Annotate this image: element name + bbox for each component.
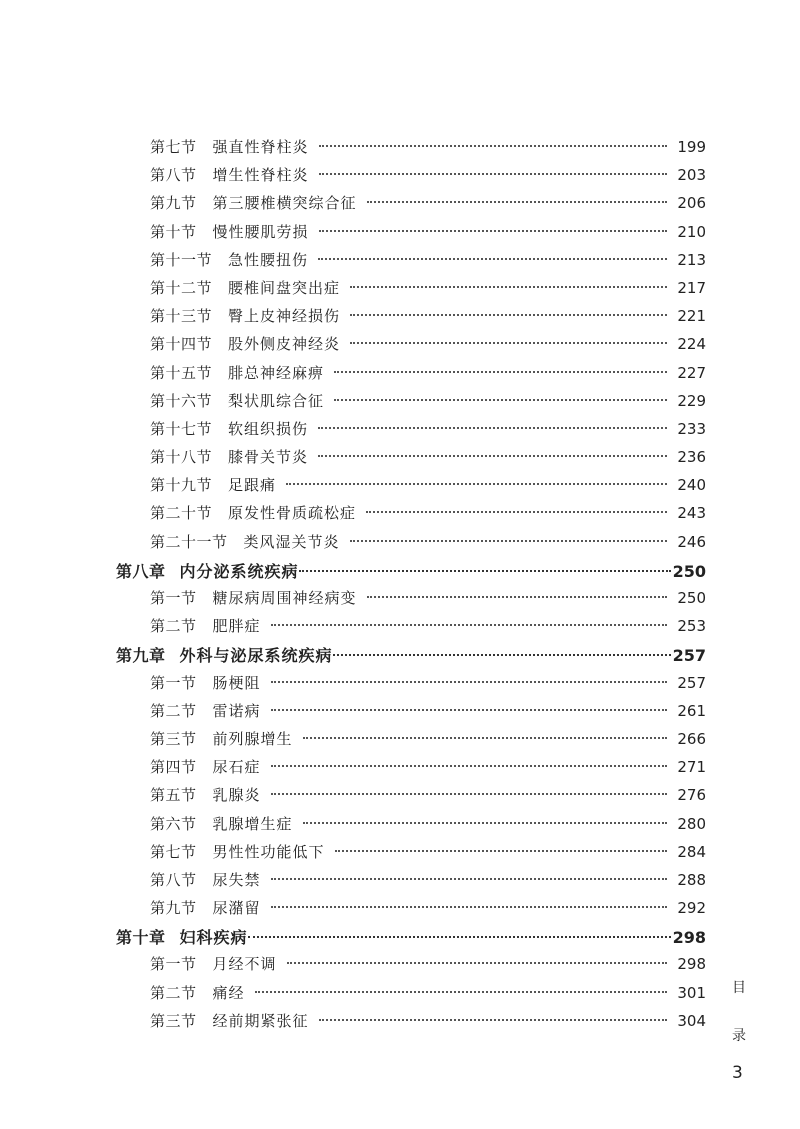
- toc-page-number: 292: [677, 899, 706, 918]
- section-title: 腓总神经麻痹: [228, 363, 325, 382]
- toc-label: [150, 1010, 309, 1031]
- dot-leader: [366, 511, 667, 513]
- toc-page-number: 250: [677, 589, 706, 607]
- toc-page-number: 229: [677, 391, 706, 410]
- section-title: 原发性骨质疏松症: [228, 504, 357, 523]
- toc-section-row: [116, 700, 706, 728]
- toc-label: [150, 249, 308, 270]
- toc-label: [150, 784, 261, 805]
- dot-leader: [271, 878, 668, 880]
- section-title: 第三腰椎横突综合征: [212, 194, 357, 213]
- toc-section-row: [116, 982, 706, 1010]
- toc-chapter-row: [116, 925, 706, 953]
- toc-page-number: 298: [677, 955, 706, 974]
- toc-label: [150, 587, 357, 608]
- section-number: 第七节: [150, 842, 197, 861]
- toc-page-number: 271: [677, 758, 706, 777]
- toc-label: [150, 813, 293, 834]
- toc-section-row: [116, 531, 706, 559]
- toc-page-number: 203: [677, 166, 706, 185]
- toc-page-number: 240: [677, 476, 706, 495]
- section-number: 第一节: [150, 955, 197, 974]
- toc-page-number: 227: [677, 363, 706, 382]
- page-number: 3: [732, 1063, 743, 1083]
- toc-label: [150, 446, 308, 467]
- toc-section-row: [116, 192, 706, 220]
- section-title: 尿潴留: [212, 899, 261, 918]
- section-title: 膝骨关节炎: [228, 448, 309, 467]
- toc-label: [150, 982, 245, 1003]
- toc-label: [150, 333, 340, 354]
- toc-section-row: [116, 728, 706, 756]
- toc-section-row: [116, 784, 706, 812]
- toc-label: [150, 474, 276, 495]
- section-title: 经前期紧张征: [212, 1011, 309, 1030]
- section-number: 第二节: [150, 617, 197, 636]
- dot-leader: [299, 570, 671, 572]
- toc-label: [150, 700, 261, 721]
- dot-leader: [350, 314, 667, 316]
- section-title: 月经不调: [212, 955, 277, 974]
- toc-label: [150, 728, 293, 749]
- section-number: 第十五节: [150, 363, 213, 382]
- dot-leader: [303, 737, 668, 739]
- toc-page-number: 266: [677, 729, 706, 748]
- side-label-char: 目: [732, 980, 746, 996]
- toc-section-row: [116, 615, 706, 643]
- section-title: 强直性脊柱炎: [212, 138, 309, 156]
- section-number: 第十八节: [150, 448, 213, 467]
- chapter-number: 第八章: [116, 561, 166, 581]
- dot-leader: [319, 1019, 668, 1021]
- toc-label: [150, 277, 340, 298]
- table-of-contents: [116, 136, 706, 1038]
- toc-page-number: 217: [677, 278, 706, 297]
- chapter-title: 内分泌系统疾病: [179, 561, 299, 581]
- section-number: 第四节: [150, 758, 197, 777]
- dot-leader: [255, 991, 668, 993]
- toc-label: [150, 164, 309, 185]
- section-number: 第九节: [150, 899, 197, 918]
- section-number: 第五节: [150, 786, 197, 805]
- chapter-title: 外科与泌尿系统疾病: [179, 646, 333, 666]
- dot-leader: [334, 371, 667, 373]
- dot-leader: [350, 286, 667, 288]
- toc-page-number: 276: [677, 786, 706, 805]
- toc-page-number: 257: [677, 673, 706, 692]
- toc-label: [150, 221, 309, 242]
- section-number: 第十四节: [150, 335, 213, 354]
- toc-section-row: [116, 418, 706, 446]
- dot-leader: [350, 540, 668, 542]
- toc-section-row: [116, 474, 706, 502]
- section-number: 第一节: [150, 589, 197, 607]
- toc-label: [116, 643, 333, 666]
- toc-label: [150, 672, 261, 693]
- section-title: 糖尿病周围神经病变: [212, 589, 357, 607]
- section-number: 第二节: [150, 983, 197, 1002]
- section-title: 股外侧皮神经炎: [228, 335, 341, 354]
- section-title: 急性腰扭伤: [228, 250, 309, 269]
- toc-page-number: 246: [677, 532, 706, 551]
- toc-label: [116, 559, 299, 582]
- section-number: 第三节: [150, 1011, 197, 1030]
- toc-section-row: [116, 446, 706, 474]
- dot-leader: [319, 145, 668, 147]
- section-number: 第十节: [150, 222, 197, 241]
- section-number: 第十七节: [150, 419, 213, 438]
- dot-leader: [286, 483, 667, 485]
- toc-page-number: 261: [677, 701, 706, 720]
- section-title: 足跟痛: [228, 476, 277, 495]
- section-title: 雷诺病: [212, 701, 261, 720]
- section-number: 第六节: [150, 814, 197, 833]
- toc-page-number: 224: [677, 335, 706, 354]
- side-label-contents: [728, 964, 750, 1060]
- dot-leader: [248, 936, 671, 938]
- toc-page-number: 301: [677, 983, 706, 1002]
- dot-leader: [271, 793, 668, 795]
- toc-section-row: [116, 587, 706, 615]
- toc-chapter-row: [116, 559, 706, 587]
- toc-page-number: 304: [677, 1011, 706, 1030]
- toc-page-number: 298: [672, 928, 706, 948]
- toc-page-number: 288: [677, 870, 706, 889]
- toc-section-row: [116, 249, 706, 277]
- toc-section-row: [116, 756, 706, 784]
- toc-label: [150, 390, 324, 411]
- section-number: 第九节: [150, 194, 197, 213]
- toc-section-row: [116, 136, 706, 164]
- toc-label: [150, 136, 309, 157]
- toc-section-row: [116, 305, 706, 333]
- toc-label: [150, 305, 340, 326]
- toc-label: [150, 192, 357, 213]
- chapter-number: 第九章: [116, 646, 166, 666]
- toc-label: [150, 869, 261, 890]
- dot-leader: [334, 399, 667, 401]
- section-title: 乳腺炎: [212, 786, 261, 805]
- dot-leader: [318, 258, 667, 260]
- toc-section-row: [116, 277, 706, 305]
- section-title: 前列腺增生: [212, 729, 293, 748]
- section-number: 第八节: [150, 166, 197, 185]
- chapter-title: 妇科疾病: [179, 928, 248, 948]
- dot-leader: [318, 455, 667, 457]
- section-title: 男性性功能低下: [212, 842, 325, 861]
- toc-page-number: 284: [677, 842, 706, 861]
- dot-leader: [271, 681, 668, 683]
- toc-page-number: 257: [672, 646, 706, 666]
- toc-page-number: 233: [677, 419, 706, 438]
- dot-leader: [271, 906, 668, 908]
- section-title: 痛经: [212, 983, 245, 1002]
- section-title: 肠梗阻: [212, 673, 261, 692]
- dot-leader: [319, 230, 668, 232]
- section-title: 尿石症: [212, 758, 261, 777]
- section-number: 第七节: [150, 138, 197, 156]
- toc-label: [150, 615, 261, 636]
- toc-page-number: 206: [677, 194, 706, 213]
- section-number: 第八节: [150, 870, 197, 889]
- toc-section-row: [116, 897, 706, 925]
- toc-label: [150, 502, 356, 523]
- section-title: 乳腺增生症: [212, 814, 293, 833]
- toc-section-row: [116, 841, 706, 869]
- dot-leader: [318, 427, 667, 429]
- dot-leader: [271, 709, 668, 711]
- toc-label: [150, 531, 340, 552]
- toc-page-number: 213: [677, 250, 706, 269]
- toc-section-row: [116, 813, 706, 841]
- toc-section-row: [116, 502, 706, 530]
- dot-leader: [271, 624, 668, 626]
- dot-leader: [287, 962, 668, 964]
- section-title: 类风湿关节炎: [243, 532, 340, 551]
- toc-page-number: 221: [677, 307, 706, 326]
- toc-label: [150, 953, 277, 974]
- toc-section-row: [116, 164, 706, 192]
- toc-section-row: [116, 1010, 706, 1038]
- dot-leader: [367, 201, 668, 203]
- section-title: 慢性腰肌劳损: [212, 222, 309, 241]
- toc-section-row: [116, 953, 706, 981]
- dot-leader: [335, 850, 668, 852]
- dot-leader: [271, 765, 668, 767]
- section-title: 肥胖症: [212, 617, 261, 636]
- section-number: 第十一节: [150, 250, 213, 269]
- toc-page-number: 250: [672, 561, 706, 581]
- section-title: 腰椎间盘突出症: [228, 278, 341, 297]
- toc-label: [116, 925, 248, 948]
- section-number: 第二十一节: [150, 532, 228, 551]
- toc-page-number: 243: [677, 504, 706, 523]
- dot-leader: [367, 596, 668, 598]
- dot-leader: [333, 654, 671, 656]
- toc-label: [150, 897, 261, 918]
- section-number: 第一节: [150, 673, 197, 692]
- toc-label: [150, 418, 308, 439]
- toc-section-row: [116, 362, 706, 390]
- toc-section-row: [116, 221, 706, 249]
- toc-label: [150, 362, 324, 383]
- side-label-char: 录: [732, 1028, 746, 1044]
- dot-leader: [319, 173, 668, 175]
- toc-label: [150, 756, 261, 777]
- chapter-number: 第十章: [116, 928, 166, 948]
- section-number: 第十三节: [150, 307, 213, 326]
- toc-page-number: 210: [677, 222, 706, 241]
- section-title: 增生性脊柱炎: [212, 166, 309, 185]
- dot-leader: [350, 342, 667, 344]
- toc-section-row: [116, 390, 706, 418]
- toc-section-row: [116, 869, 706, 897]
- toc-page-number: 253: [677, 617, 706, 636]
- toc-page-number: 199: [677, 138, 706, 156]
- toc-page-number: 236: [677, 448, 706, 467]
- section-title: 梨状肌综合征: [228, 391, 325, 410]
- toc-label: [150, 841, 325, 862]
- section-title: 软组织损伤: [228, 419, 309, 438]
- section-number: 第十九节: [150, 476, 213, 495]
- section-title: 尿失禁: [212, 870, 261, 889]
- toc-section-row: [116, 333, 706, 361]
- toc-section-row: [116, 672, 706, 700]
- section-title: 臀上皮神经损伤: [228, 307, 341, 326]
- dot-leader: [303, 822, 668, 824]
- section-number: 第二十节: [150, 504, 213, 523]
- section-number: 第三节: [150, 729, 197, 748]
- section-number: 第十六节: [150, 391, 213, 410]
- toc-page-number: 280: [677, 814, 706, 833]
- section-number: 第十二节: [150, 278, 213, 297]
- toc-chapter-row: [116, 643, 706, 671]
- section-number: 第二节: [150, 701, 197, 720]
